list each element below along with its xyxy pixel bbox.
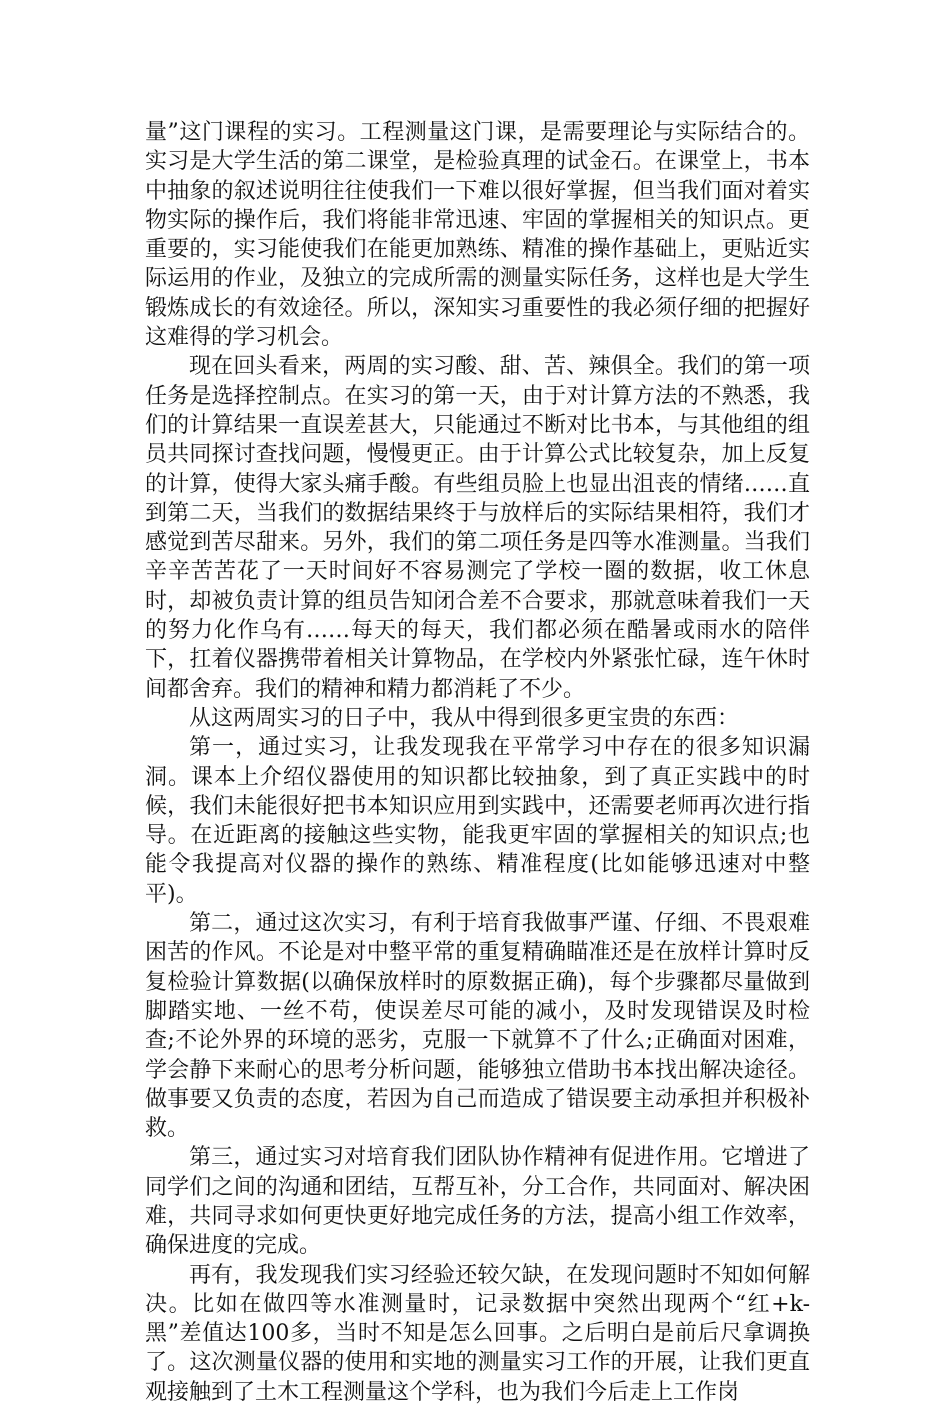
paragraph-gains-intro: 从这两周实习的日子中，我从中得到很多更宝贵的东西： [189,705,740,731]
paragraph-experience: 再有，我发现我们实习经验还较欠缺，在发现问题时不知如何解决。比如在做四等水准测量时，记录数据中突然出现两个“红+k-黑”差值达100多，当时不知是怎么回事。之后明白是前后尺拿调换了。这次测量仪器的使用和实地的测量实习工作的开展，让我们更直观接触到了土木工程测量这个学科，也为我们今后走上工作岗 [145,1262,810,1405]
paragraph-third-point: 第三，通过实习对培育我们团队协作精神有促进作用。它增进了同学们之间的沟通和团结，互帮互补，分工合作，共同面对、解决困难，共同寻求如何更快更好地完成任务的方法，提高小组工作效率，确保进度的完成。 [145,1145,810,1259]
paragraph-hardships: 现在回头看来，两周的实习酸、甜、苦、辣俱全。我们的第一项任务是选择控制点。在实习的第一天，由于对计算方法的不熟悉，我们的计算结果一直误差甚大，只能通过不断对比书本，与其他组的组员共同探讨查找问题，慢慢更正。由于计算公式比较复杂，加上反复的计算，使得大家头痛手酸。有些组员脸上也显出沮丧的情绪……直到第二天，当我们的数据结果终于与放样后的实际结果相符，我们才感觉到苦尽甜来。另外，我们的第二项任务是四等水准测量。当我们辛辛苦苦花了一天时间好不容易测完了学校一圈的数据，收工休息时，却被负责计算的组员告知闭合差不合要求，那就意味着我们一天的努力化作乌有……每天的每天，我们都必须在酷暑或雨水的陪伴下，扛着仪器携带着相关计算物品，在学校内外紧张忙碌，连午休时间都舍弃。我们的精神和精力都消耗了不少。 [145,354,810,702]
paragraph-intro-continuation: 量”这门课程的实习。工程测量这门课，是需要理论与实际结合的。实习是大学生活的第二课堂，是检验真理的试金石。在课堂上，书本中抽象的叙述说明往往使我们一下难以很好掌握，但当我们面对着实物实际的操作后，我们将能非常迅速、牢固的掌握相关的知识点。更重要的，实习能使我们在能更加熟练、精准的操作基础上，更贴近实际运用的作业，及独立的完成所需的测量实际任务，这样也是大学生锻炼成长的有效途径。所以，深知实习重要性的我必须仔细的把握好这难得的学习机会。 [145,120,810,351]
paragraph-second-point: 第二，通过这次实习，有利于培育我做事严谨、仔细、不畏艰难困苦的作风。不论是对中整平常的重复精确瞄准还是在放样计算时反复检验计算数据(以确保放样时的原数据正确)，每个步骤都尽量做到脚踏实地、一丝不苟，使误差尽可能的减小，及时发现错误及时检查;不论外界的环境的恶劣，克服一下就算不了什么;正确面对困难，学会静下来耐心的思考分析问题，能够独立借助书本找出解决途径。做事要又负责的态度，若因为自己而造成了错误要主动承担并积极补救。 [145,911,810,1142]
document-body [145,118,810,1407]
paragraph-first-point: 第一，通过实习，让我发现我在平常学习中存在的很多知识漏洞。课本上介绍仪器使用的知识都比较抽象，到了真正实践中的时候，我们未能很好把书本知识应用到实践中，还需要老师再次进行指导。在近距离的接触这些实物，能我更牢固的掌握相关的知识点;也能令我提高对仪器的操作的熟练、精准程度(比如能够迅速对中整平)。 [145,735,810,907]
